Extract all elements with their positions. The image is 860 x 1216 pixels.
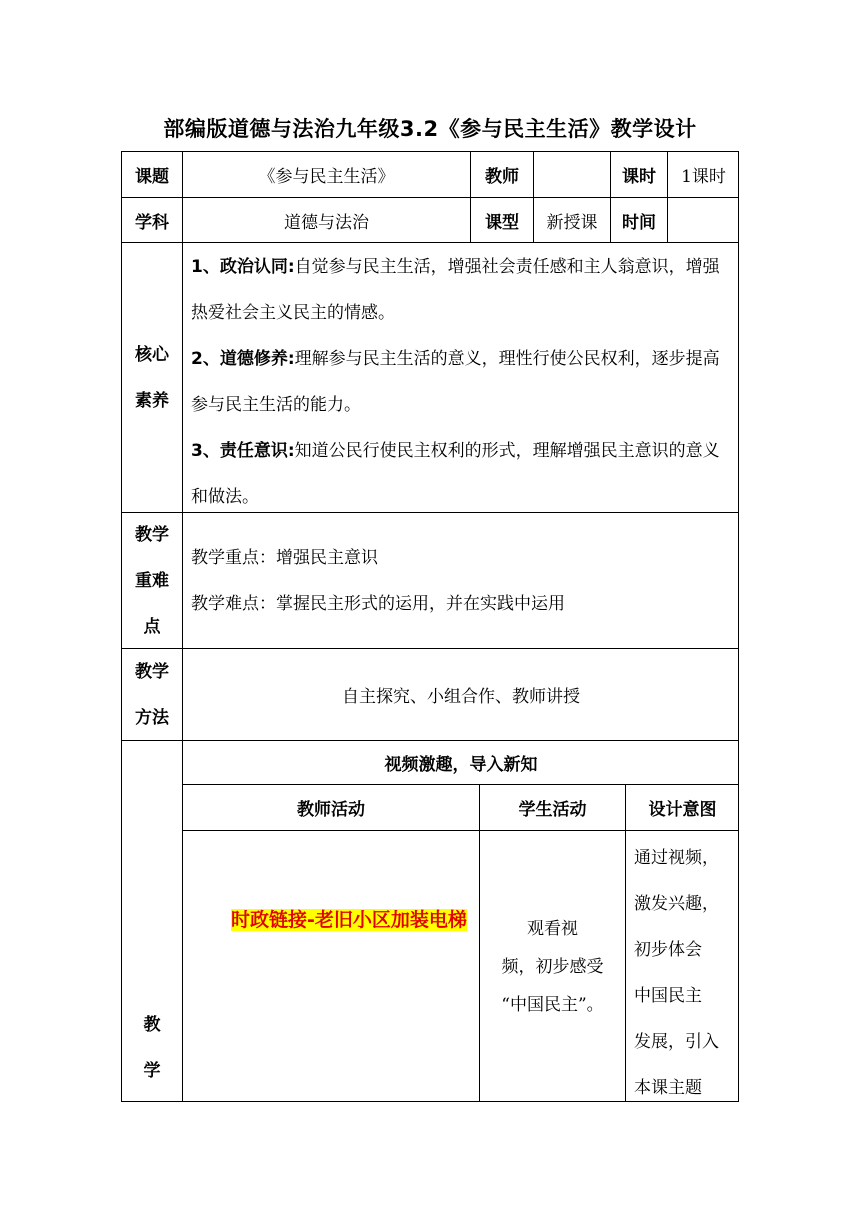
core-item-2 [191, 336, 731, 428]
method-value: 自主探究、小组合作、教师讲授 [182, 648, 739, 740]
key-label [121, 512, 182, 648]
student-activity-line1: 观看视 [527, 918, 578, 939]
col-design-intent: 设计意图 [625, 784, 739, 830]
intent-line-3: 初步体会 [634, 940, 702, 960]
key-label-line2: 重难 [135, 570, 169, 591]
teacher-activity-cell [182, 830, 479, 1102]
type-value: 新授课 [533, 197, 610, 242]
core-item-3-text: 知道公民行使民主权利的形式，理解增强民主意识的意义和做法。 [191, 441, 720, 507]
core-label-line2: 素养 [135, 390, 169, 411]
core-item-1-text: 自觉参与民主生活，增强社会责任感和主人翁意识，增强热爱社会主义民主的情感。 [191, 257, 720, 323]
process-label-line1: 教 [143, 1015, 161, 1035]
time-value [667, 197, 739, 242]
intent-line-1: 通过视频， [634, 848, 719, 868]
core-item-1-head: 1、政治认同: [191, 257, 295, 277]
type-label: 课型 [470, 197, 533, 242]
period-label: 课时 [610, 151, 667, 197]
period-value: 1课时 [667, 151, 739, 197]
core-item-1 [191, 244, 731, 336]
student-activity-line2: 频，初步感受 [501, 956, 604, 977]
topic-value: 《参与民主生活》 [182, 151, 470, 197]
key-label-line1: 教学 [135, 524, 169, 545]
topic-label: 课题 [121, 151, 182, 197]
core-content [182, 242, 739, 512]
intent-line-4: 中国民主 [634, 986, 702, 1006]
subject-value: 道德与法治 [182, 197, 470, 242]
intent-line-6: 本课主题 [634, 1078, 702, 1098]
method-label [121, 648, 182, 740]
method-label-line2: 方法 [135, 707, 169, 728]
core-item-2-head: 2、道德修养: [191, 349, 295, 369]
design-intent-cell [625, 830, 739, 1102]
col-teacher-activity: 教师活动 [182, 784, 479, 830]
section-title: 视频激趣，导入新知 [182, 740, 739, 784]
key-difficulty: 教学难点：掌握民主形式的运用，并在实践中运用 [191, 593, 565, 614]
intent-line-5: 发展，引入 [634, 1032, 719, 1052]
student-activity-cell [479, 830, 625, 1102]
core-label-line1: 核心 [135, 344, 169, 365]
time-label: 时间 [610, 197, 667, 242]
key-focus: 教学重点：增强民主意识 [191, 547, 378, 568]
teacher-value [533, 151, 610, 197]
current-affairs-link: 时政链接-老旧小区加装电梯 [231, 909, 467, 931]
key-label-line3: 点 [143, 616, 161, 637]
process-label-line2: 学 [143, 1061, 161, 1081]
student-activity-line3: “中国民主”。 [501, 994, 604, 1015]
col-student-activity: 学生活动 [479, 784, 625, 830]
document-title: 部编版道德与法治九年级3.2《参与民主生活》教学设计 [163, 117, 697, 141]
teacher-label: 教师 [470, 151, 533, 197]
key-content [182, 512, 739, 648]
core-label [121, 242, 182, 512]
core-item-3-head: 3、责任意识: [191, 441, 295, 461]
intent-line-2: 激发兴趣， [634, 894, 719, 914]
subject-label: 学科 [121, 197, 182, 242]
core-item-3 [191, 428, 731, 520]
method-label-line1: 教学 [135, 661, 169, 682]
process-label [121, 740, 182, 1102]
core-item-2-text: 理解参与民主生活的意义，理性行使公民权利，逐步提高参与民主生活的能力。 [191, 349, 720, 415]
